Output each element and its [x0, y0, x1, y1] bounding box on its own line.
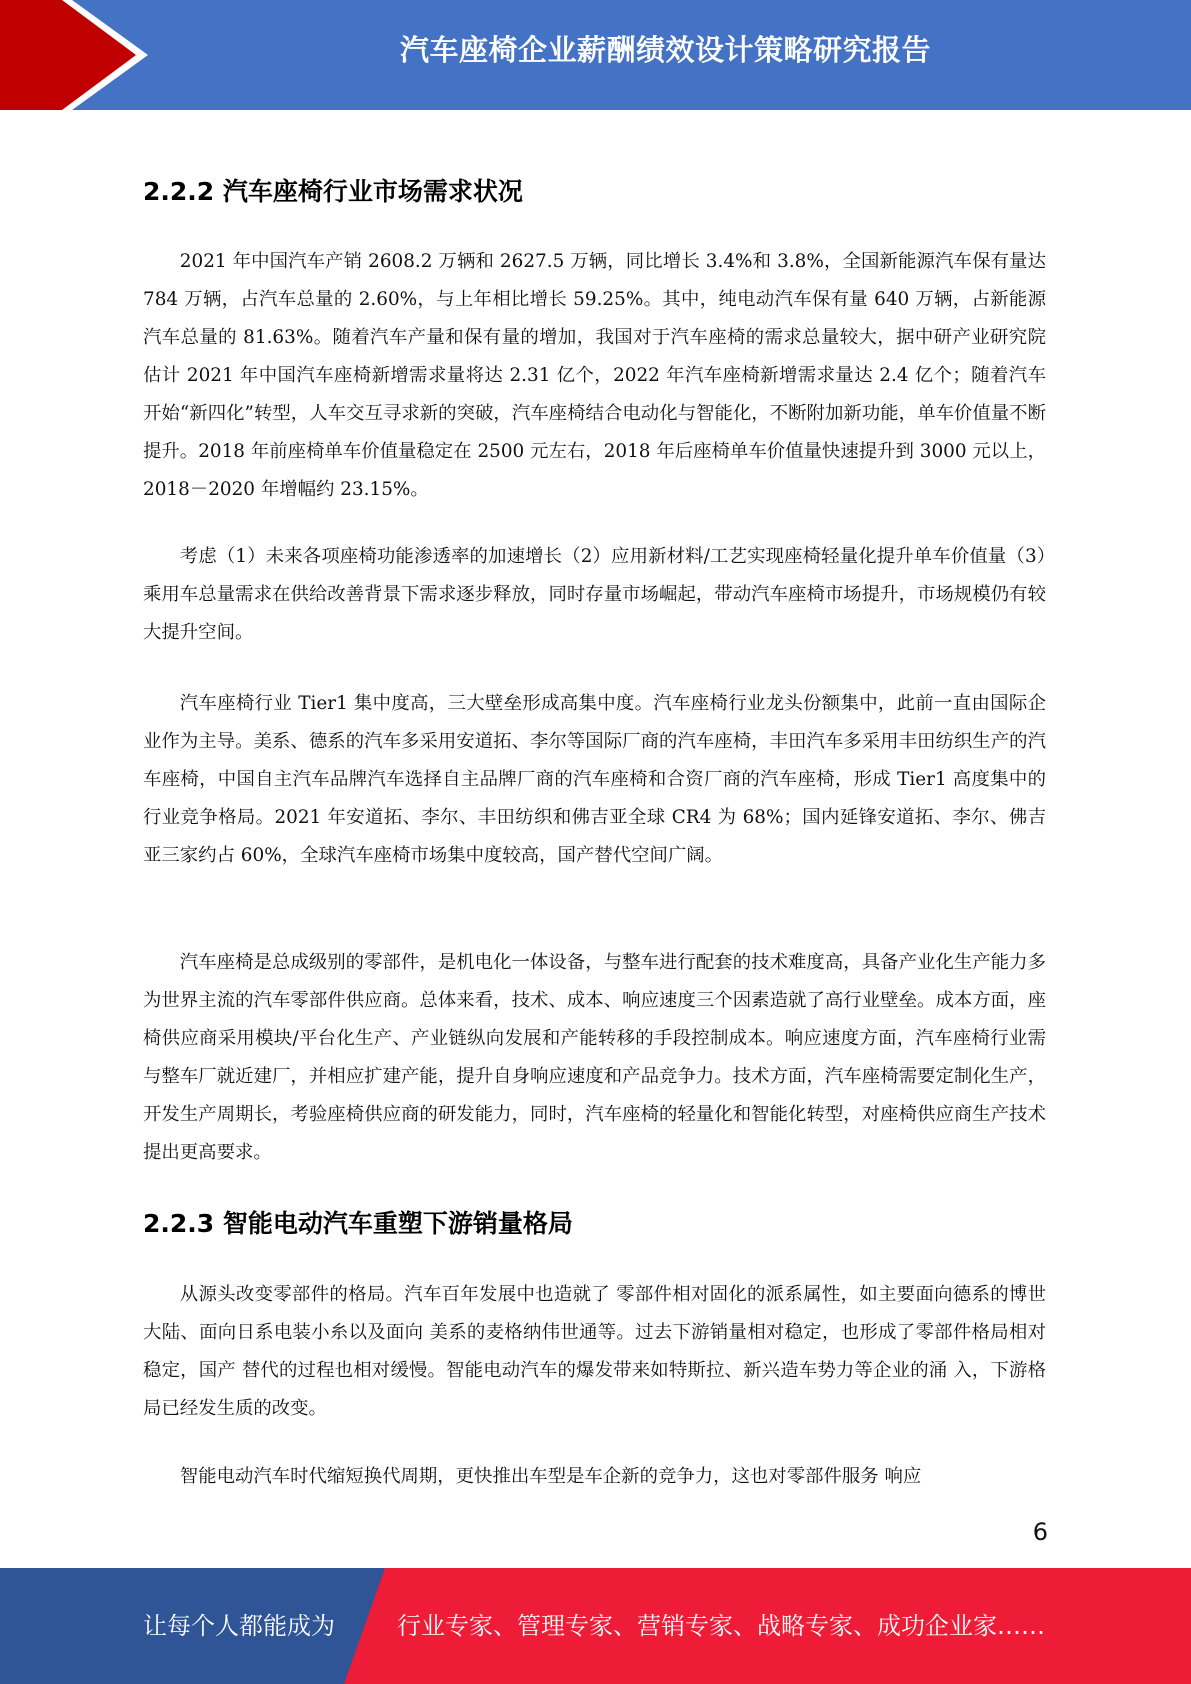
page-footer: [0, 1568, 1191, 1684]
chevron-decoration-icon: [0, 0, 160, 110]
section-heading-2-2-2: 2.2.2 汽车座椅行业市场需求状况: [143, 177, 523, 206]
report-title: 汽车座椅企业薪酬绩效设计策略研究报告: [399, 33, 931, 67]
page-number: 6: [1032, 1518, 1048, 1546]
paragraph: 从源头改变零部件的格局。汽车百年发展中也造就了 零部件相对固化的派系属性，如主要面向德系的博世大陆、面向日系电装小糸以及面向 美系的麦格纳伟世通等。过去下游销量相对稳定，也形成了零部件格局相对稳定，国产 替代的过程也相对缓慢。智能电动汽车的爆发带来如特斯拉、新兴造车势力等企业的涌 入，下游格局已经发生质的改变。: [143, 1284, 1046, 1419]
paragraph: 2021 年中国汽车产销 2608.2 万辆和 2627.5 万辆，同比增长 3.4%和 3.8%，全国新能源汽车保有量达 784 万辆，占汽车总量的 2.60%，与上年相比增长 59.25%。其中，纯电动汽车保有量 640 万辆，占新能源汽车总量的 81.63%。随着汽车产量和保有量的增加，我国对于汽车座椅的需求总量较大，据中研产业研究院估计 2021 年中国汽车座椅新增需求量将达 2.31 亿个，2022 年汽车座椅新增需求量达 2.4 亿个；随着汽车开始“新四化”转型，人车交互寻求新的突破，汽车座椅结合电动化与智能化，不断附加新功能，单车价值量不断提升。2018 年前座椅单车价值量稳定在 2500 元左右，2018 年后座椅单车价值量快速提升到 3000 元以上，2018－2020 年增幅约 23.15%。: [143, 251, 1046, 500]
paragraph: 考虑（1）未来各项座椅功能渗透率的加速增长（2）应用新材料/工艺实现座椅轻量化提升单车价值量（3）乘用车总量需求在供给改善背景下需求逐步释放，同时存量市场崛起，带动汽车座椅市场提升，市场规模仍有较大提升空间。: [143, 546, 1046, 643]
page-header: [0, 0, 1191, 110]
paragraph: 智能电动汽车时代缩短换代周期，更快推出车型是车企新的竞争力，这也对零部件服务 响应: [179, 1466, 922, 1487]
footer-slogan-right: 行业专家、管理专家、营销专家、战略专家、成功企业家……: [397, 1612, 1045, 1640]
footer-slogan-left: 让每个人都能成为: [143, 1612, 335, 1640]
paragraph: 汽车座椅行业 Tier1 集中度高，三大壁垒形成高集中度。汽车座椅行业龙头份额集中，此前一直由国际企业作为主导。美系、德系的汽车多采用安道拓、李尔等国际厂商的汽车座椅，丰田汽车多采用丰田纺织生产的汽车座椅，中国自主汽车品牌汽车选择自主品牌厂商的汽车座椅和合资厂商的汽车座椅，形成 Tier1 高度集中的行业竞争格局。2021 年安道拓、李尔、丰田纺织和佛吉亚全球 CR4 为 68%；国内延锋安道拓、李尔、佛吉亚三家约占 60%，全球汽车座椅市场集中度较高，国产替代空间广阔。: [143, 693, 1046, 866]
section-heading-2-2-3: 2.2.3 智能电动汽车重塑下游销量格局: [143, 1209, 573, 1238]
paragraph: 汽车座椅是总成级别的零部件，是机电化一体设备，与整车进行配套的技术难度高，具备产业化生产能力多为世界主流的汽车零部件供应商。总体来看，技术、成本、响应速度三个因素造就了高行业壁垒。成本方面，座椅供应商采用模块/平台化生产、产业链纵向发展和产能转移的手段控制成本。响应速度方面，汽车座椅行业需与整车厂就近建厂，并相应扩建产能，提升自身响应速度和产品竞争力。技术方面，汽车座椅需要定制化生产，开发生产周期长，考验座椅供应商的研发能力，同时，汽车座椅的轻量化和智能化转型，对座椅供应商生产技术提出更高要求。: [143, 952, 1046, 1163]
